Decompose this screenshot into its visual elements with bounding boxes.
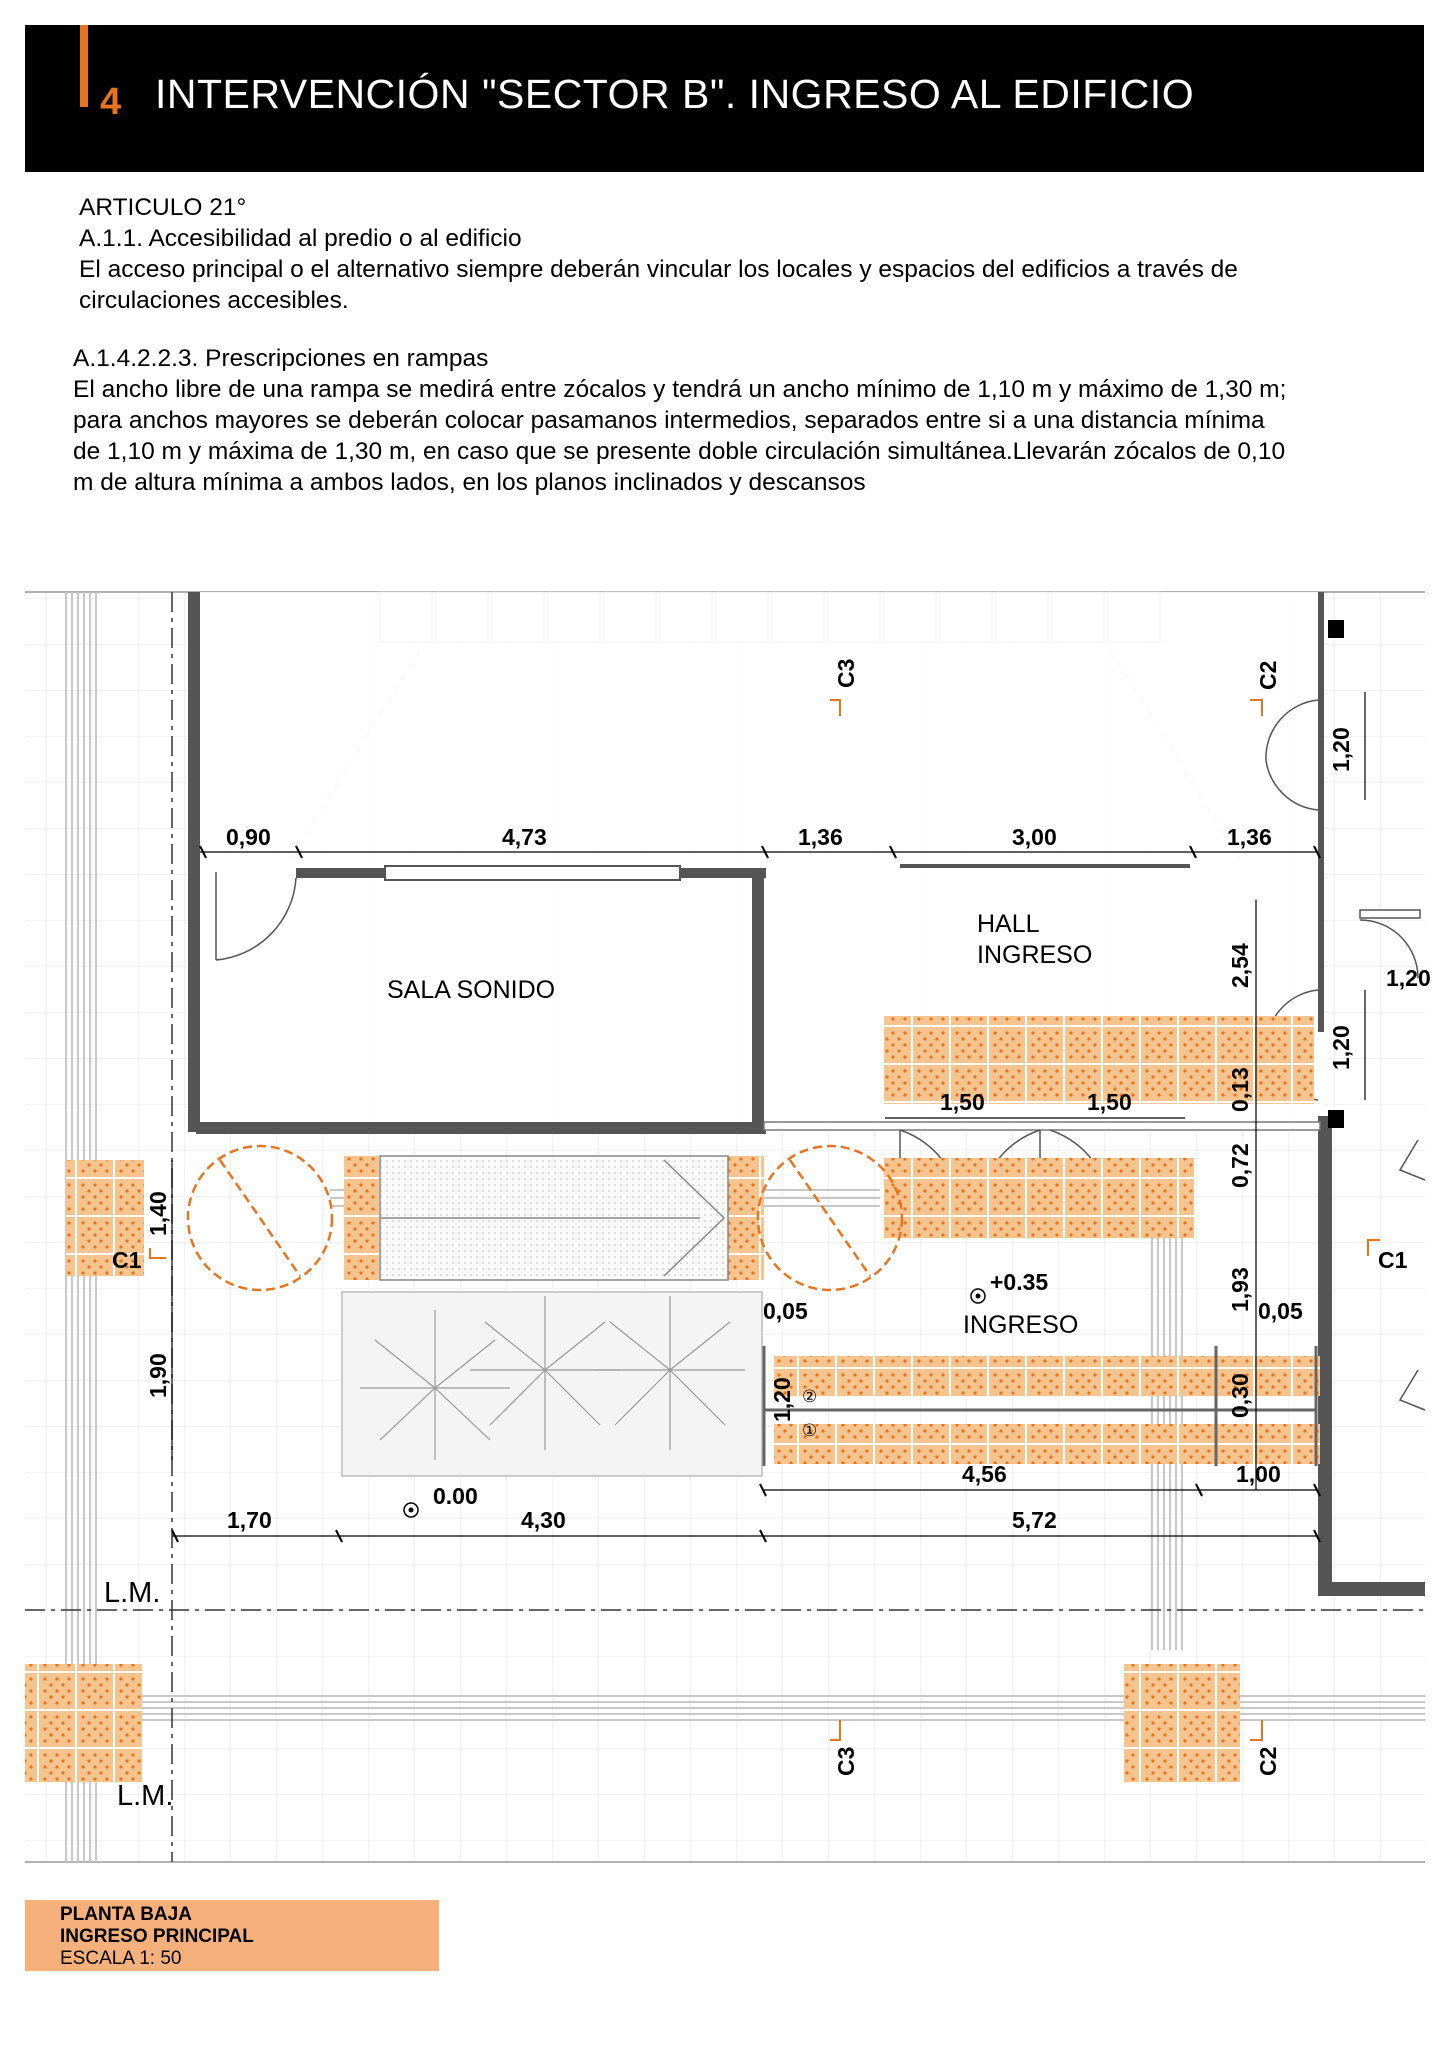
room-label-ingreso: INGRESO: [963, 1311, 1079, 1339]
dim-label: 1,20: [769, 1377, 795, 1422]
dim-label: 5,72: [1012, 1507, 1057, 1533]
dim-label: 1,70: [227, 1507, 272, 1533]
plan-title-level: PLANTA BAJA: [60, 1904, 192, 1925]
dim-label: 4,56: [962, 1461, 1007, 1487]
dim-label: 1,20: [1328, 1025, 1354, 1070]
marker-2: ②: [802, 1387, 818, 1406]
section-label-c1-right: C1: [1378, 1247, 1408, 1273]
dim-label: 0,05: [1258, 1298, 1303, 1324]
article-heading: ARTICULO 21°: [79, 194, 247, 221]
section-label-c3-top: C3: [833, 658, 859, 688]
dim-label: 1,50: [1087, 1089, 1132, 1115]
ramps-line: m de altura mínima a ambos lados, en los planos inclinados y descansos: [73, 469, 866, 496]
dim-label: 1,93: [1227, 1267, 1253, 1312]
dim-label: 1,20: [1328, 727, 1354, 772]
plan-title-scale: ESCALA 1: 50: [60, 1948, 182, 1969]
section-title: INTERVENCIÓN "SECTOR B". INGRESO AL EDIFICIO: [155, 71, 1195, 117]
dim-label: 0,90: [226, 824, 271, 850]
dim-label: 4,30: [521, 1507, 566, 1533]
section-number: 4: [100, 81, 122, 123]
plan-title-name: INGRESO PRINCIPAL: [60, 1926, 254, 1947]
dim-label: 3,00: [1012, 824, 1057, 850]
article-body-line: El acceso principal o el alternativo siempre deberán vincular los locales y espacios del edificios a través de: [79, 256, 1238, 283]
dim-label: 1,50: [940, 1089, 985, 1115]
ramps-line: para anchos mayores se deberán colocar pasamanos intermedios, separados entre si a una distancia mínima: [73, 407, 1265, 434]
dim-label: 4,73: [502, 824, 547, 850]
room-label-sala-sonido: SALA SONIDO: [387, 976, 556, 1004]
ramp: [380, 1156, 728, 1280]
dim-label: 1,90: [145, 1353, 171, 1398]
ramps-line: El ancho libre de una rampa se medirá entre zócalos y tendrá un ancho mínimo de 1,10 m y máximo de 1,30 m;: [73, 376, 1287, 403]
dim-label: 0,13: [1227, 1067, 1253, 1112]
section-label-c2-top: C2: [1255, 660, 1281, 690]
planter: [342, 1292, 762, 1476]
dim-label: 1,36: [798, 824, 843, 850]
article-body-line: circulaciones accesibles.: [79, 287, 349, 314]
room-label-hall: HALL: [977, 910, 1040, 938]
marker-1: ①: [802, 1421, 818, 1440]
section-label-c1-left: C1: [112, 1247, 142, 1273]
room-label-hall-ingreso: INGRESO: [977, 941, 1093, 969]
dim-label: 1,20: [1386, 965, 1431, 991]
ramps-line: de 1,10 m y máxima de 1,30 m, en caso que se presente doble circulación simultánea.Llevarán zócalos de 0,10: [73, 438, 1286, 465]
ramps-heading: A.1.4.2.2.3. Prescripciones en rampas: [73, 345, 489, 372]
lm-label-lower: L.M.: [117, 1780, 174, 1812]
level-upper: +0.35: [990, 1269, 1049, 1295]
dim-label: 1,40: [145, 1191, 171, 1236]
level-street: 0.00: [433, 1483, 478, 1509]
section-label-c3-bottom: C3: [833, 1746, 859, 1776]
article-subheading: A.1.1. Accesibilidad al predio o al edificio: [79, 225, 522, 252]
dim-label: 0,72: [1227, 1143, 1253, 1188]
dim-label: 2,54: [1227, 943, 1253, 988]
dim-label: 0,30: [1227, 1373, 1253, 1418]
dim-label: 0,05: [763, 1298, 808, 1324]
section-label-c2-bottom: C2: [1255, 1746, 1281, 1776]
plan-title-box: [25, 1900, 439, 1971]
dim-label: 1,00: [1236, 1461, 1281, 1487]
lm-label-upper: L.M.: [104, 1577, 161, 1609]
dim-label: 1,36: [1227, 824, 1272, 850]
